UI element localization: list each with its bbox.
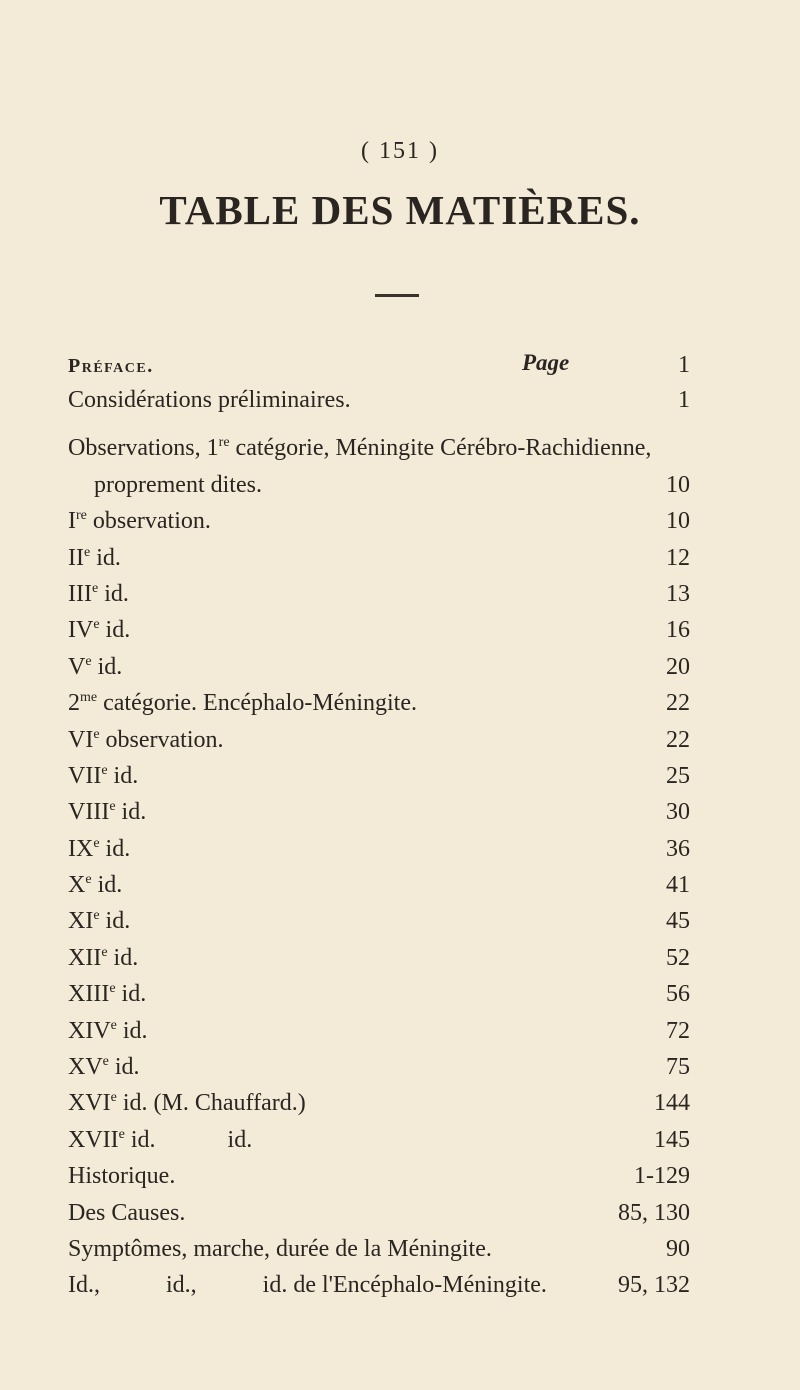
toc-entry-page: 22 [666, 690, 690, 717]
toc-entry-label: Id., id., id. de l'Encéphalo-Méningite. [68, 1272, 547, 1299]
toc-entry-page: 10 [666, 508, 690, 535]
toc-entry [68, 685, 690, 721]
toc-entry [68, 382, 690, 418]
toc-entry [68, 1122, 690, 1158]
toc-entry-page: 90 [666, 1235, 690, 1262]
toc-entry-label: XIIe id. [68, 944, 139, 971]
toc-entry-page: 12 [666, 544, 690, 571]
toc-entry-label: XIIIe id. [68, 981, 147, 1008]
toc-entry-label: IIIe id. [68, 580, 129, 607]
toc-entry-label: Ve id. [68, 653, 123, 680]
toc-entry-label: XIe id. [68, 908, 131, 935]
toc-entry-page: 72 [666, 1017, 690, 1044]
toc-entry [68, 722, 690, 758]
toc-entry [68, 1085, 690, 1121]
toc-entry-label: Symptômes, marche, durée de la Méningite. [68, 1235, 492, 1262]
preface-page-number: 1 [678, 352, 690, 378]
toc-entry-label: Ire observation. [68, 508, 211, 535]
toc-entry-page: 1 [678, 387, 690, 413]
toc-entry-label: IXe id. [68, 835, 131, 862]
toc-entry-label: proprement dites. [94, 471, 262, 498]
toc-entry-page: 10 [666, 471, 690, 498]
page-title: TABLE DES MATIÈRES. [159, 187, 641, 233]
toc-entry-page: 45 [666, 908, 690, 935]
page-column-label: Page [522, 350, 570, 375]
toc-entry-label: IIe id. [68, 544, 121, 571]
toc-entry [68, 758, 690, 794]
toc-entry-label: Observations, 1re catégorie, Méningite Cérébro-Rachidienne, [68, 435, 652, 462]
toc-entry [68, 1049, 690, 1085]
table-of-contents [68, 382, 690, 1304]
toc-entry [68, 867, 690, 903]
toc-entry-label: VIIIe id. [68, 799, 147, 826]
toc-entry-page: 16 [666, 617, 690, 644]
toc-entry [68, 503, 690, 539]
toc-entry [68, 831, 690, 867]
toc-entry-page: 13 [666, 580, 690, 607]
toc-entry-page: 25 [666, 762, 690, 789]
toc-entry [68, 903, 690, 939]
toc-entry-label: Historique. [68, 1163, 176, 1190]
toc-entry [68, 576, 690, 612]
toc-entry-page: 144 [654, 1090, 690, 1117]
toc-entry-label: VIe observation. [68, 726, 224, 753]
toc-entry-page: 95, 132 [618, 1272, 690, 1299]
toc-entry [68, 430, 690, 466]
toc-entry-page: 145 [654, 1126, 690, 1153]
toc-entry-page: 36 [666, 835, 690, 862]
toc-entry-page: 20 [666, 653, 690, 680]
toc-entry-label: XVe id. [68, 1054, 140, 1081]
toc-entry [68, 540, 690, 576]
toc-entry [68, 1231, 690, 1267]
toc-entry-label: Xe id. [68, 872, 123, 899]
toc-entry-label: XVIIe id. id. [68, 1126, 253, 1153]
toc-entry [68, 1267, 690, 1303]
toc-entry-page: 41 [666, 872, 690, 899]
toc-entry [68, 467, 690, 503]
toc-entry [68, 1013, 690, 1049]
toc-entry [68, 794, 690, 830]
toc-entry [68, 1158, 690, 1194]
toc-entry-label: Des Causes. [68, 1199, 186, 1226]
toc-entry [68, 940, 690, 976]
preface-label: Préface. [68, 355, 154, 377]
toc-entry-page: 1-129 [634, 1163, 690, 1190]
toc-entry-label: Considérations préliminaires. [68, 387, 351, 413]
toc-entry-page: 52 [666, 944, 690, 971]
toc-entry [68, 976, 690, 1012]
toc-entry [68, 1195, 690, 1231]
toc-entry [68, 649, 690, 685]
page-number: ( 151 ) [361, 138, 439, 164]
toc-entry-label: IVe id. [68, 617, 131, 644]
toc-entry-page: 75 [666, 1054, 690, 1081]
toc-entry-page: 56 [666, 981, 690, 1008]
toc-entry-page: 22 [666, 726, 690, 753]
toc-entry-page: 85, 130 [618, 1199, 690, 1226]
toc-entry [68, 612, 690, 648]
title-divider [375, 294, 419, 297]
toc-entry-label: $2^{me}$ catégorie. Encéphalo-Méningite. [68, 690, 417, 717]
toc-entry-label: XIVe id. [68, 1017, 148, 1044]
toc-entry-label: VIIe id. [68, 762, 139, 789]
toc-entry-page: 30 [666, 799, 690, 826]
toc-entry-label: XVIe id. (M. Chauffard.) [68, 1090, 306, 1117]
